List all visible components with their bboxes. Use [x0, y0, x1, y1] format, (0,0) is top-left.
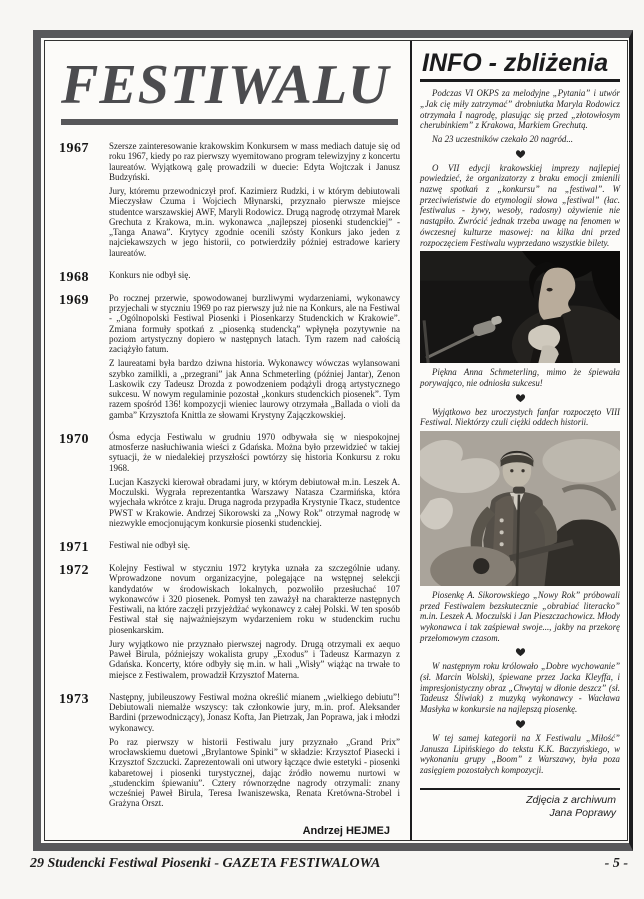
entry-paragraph: Po rocznej przerwie, spowodowanej burzliwymi wydarzeniami, wykonawcy przyjechali w styczniu 1969 po raz pierwszy już nie na Konkurs, ale na Festiwal - „Ogólnopolski Festiwal Piosenki i Piosenkarzy Studenckich w Krakowie”. Zmiana formuły spotkań z „piosenką studencką” wpłynęła pozytywnie na poziom artystyczny dopiero w następnych latach. Tym razem nad całością zaciążyło fatum. [109, 292, 400, 354]
year-label: 1971 [59, 540, 89, 555]
entry-paragraph: Konkurs nie odbył się. [109, 269, 191, 280]
footer-page-number: - 5 - [604, 856, 628, 871]
floral-heart-icon [420, 392, 620, 403]
sidebar-paragraph: W następnym roku królowało „Dobre wychowanie” (sł. Marcin Wolski), śpiewane przez Jacka Kleyffa, i impresjonistyczny obraz „Chwytaj w dłonie deszcz” (sł. Tadeusz Śliwiak) z muzyką wykonawcy - Wacława Masłyka w konkursie na najlepszą piosenkę. [420, 661, 620, 715]
author-byline: Andrzej HEJMEJ [302, 824, 390, 837]
entry-paragraphs [109, 540, 400, 555]
entry-paragraph: Festiwal nie odbył się. [109, 540, 190, 550]
page-title: FESTIWALU [61, 54, 390, 116]
year-entry-1970 [59, 432, 400, 532]
floral-heart-icon [420, 148, 620, 159]
entry-paragraph: Następny, jubileuszowy Festiwal można określić mianem „wielkiego debiutu”! Debiutowali niemalże wszyscy: tak członkowie jury, m.in. prof. Aleksander Bardini (przewodniczący), Jonasz Kofta, Jan Pietrzak, Jan Poprawa, jak i młodzi wykonawcy. [109, 691, 400, 733]
year-label: 1969 [59, 292, 89, 308]
sidebar-paragraph: Wyjątkowo bez uroczystych fanfar rozpoczęto VIII Festiwal. Niektórzy czuli ciężki oddech historii. [420, 406, 620, 428]
year-entry-1969 [59, 293, 400, 424]
entry-paragraph: Lucjan Kaszycki kierował obradami jury, w którym debiutował m.in. Leszek A. Moczulski. Wygrała reprezentantka Warszawy Natasza Czarmińska, która wyjechała wkrótce z kraju. Druga nagroda przypadła Krystynie Tkacz, studentce PWST w Krakowie. Andrzej Sikorowski za „Nowy Rok” otrzymał nagrodę w niezwykle emocjonującym konkursie piosenki studenckiej. [109, 476, 400, 528]
year-label: 1968 [59, 269, 89, 285]
year-entry-1968 [59, 270, 400, 285]
photo-caption: Piosenkę A. Sikorowskiego „Nowy Rok” próbowali przed Festiwalem bezskutecznie „obrabiać literacko” m.in. Leszek A. Moczulski i Jan Pieszczachowicz. Młody wykonawca i tak zaśpiewał swoje..., jakby na przekorę przełomowym czasom. [420, 589, 620, 643]
entry-paragraph: Ósma edycja Festiwalu w grudniu 1970 odbywała się w niespokojnej atmosferze nasłuchiwania wieści z Gdańska. Można było przewidzieć w takiej sytuacji, że w niedalekiej przyszłości powtórzy się historia Konkursu z roku 1968. [109, 431, 400, 473]
floral-heart-icon [420, 646, 620, 657]
photo-credit-line: Zdjęcia z archiwum [526, 793, 616, 806]
photo-credit [420, 794, 620, 820]
sidebar-title-rule [420, 79, 620, 82]
entry-paragraphs [109, 293, 400, 424]
entry-paragraph: Po raz pierwszy w historii Festiwalu jury przyznało „Grand Prix” wrocławskiemu duetowi „Brylantowe Spinki” w składzie: Krzysztof Piasecki i Krzysztof Szczucki. Zaprezentowali oni utwory łączące dwie estetyki - piosenki kabaretowej i piosenki turystycznej, dając źródło nowemu nurtowi w „studenckim śpiewaniu”. Cztery równorzędne nagrody otrzymali: znany wcześniej Paweł Birula, Teresa Iwaniszewska, Renata Kretówna-Strobel i Grażyna Orszt. [109, 736, 400, 809]
sidebar-paragraph: O VII edycji krakowskiej imprezy najlepiej powiedzieć, że organizatorzy z braku emocji zmienili nazwę spotkań z „konkursu” na „festiwal”. W przeciwieństwie do etymologii słowa „festiwal” (łac. festiwalus - żywy, wesoły, radosny) ożywienie nie nastąpiło. Zwrócić jednak trzeba uwagę na fenomen w ówczesnej kulturze masowej: na kilka dni przed rozpoczęciem Festiwalu wyprzedano wszystkie bilety. [420, 162, 620, 248]
entry-paragraph: Jury wyjątkowo nie przyznało pierwszej nagrody. Drugą otrzymali ex aequo Paweł Birula, późniejszy wokalista grupy „Exodus” i Tadeusz Karmazyn z Gdańska. Koncerty, które odbyły się m.in. w hali „Wisły” wiążąc na trwałe to miejsce z Festiwalem, prowadził Krzysztof Materna. [109, 638, 400, 680]
year-entry-1973 [59, 692, 400, 813]
photo-credit-line: Jana Poprawy [549, 806, 616, 819]
entry-paragraphs [109, 270, 400, 285]
entry-paragraphs [109, 141, 400, 262]
main-article [45, 41, 410, 840]
page-footer [30, 856, 628, 872]
footer-gazette-title: 29 Studencki Festiwal Piosenki - GAZETA FESTIWALOWA [30, 856, 381, 871]
sidebar-title: INFO - zbliżenia [422, 49, 609, 77]
year-label: 1973 [59, 691, 89, 707]
year-entry-1967 [59, 141, 400, 262]
entry-paragraphs [109, 432, 400, 532]
entry-paragraph: Jury, któremu przewodniczył prof. Kazimierz Rudzki, i w którym debiutowali Mieczysław Czuma i Wojciech Młynarski, przyznało pierwsze miejsce studentce warszawskiej AWF, Maryli Rodowicz. Drugą nagrodę otrzymał Marek Grechuta z Krakowa, m.in. wykonawca „najlepszej piosenki studenckiej” - „Tanga Anawa”. Krytycy zgodnie ocenili szósty Konkurs jako jeden z najciekawszych w jego historii, co potwierdziły później estradowe kariery laureatów. [109, 186, 400, 258]
credit-rule [420, 788, 620, 790]
year-entry-1972 [59, 563, 400, 684]
photo-andrzej-sikorowski [420, 431, 620, 586]
sidebar-paragraph: W tej samej kategorii na X Festiwalu „Miłość” Janusza Lipińskiego do tekstu K.K. Baczyńskiego, w wykonaniu grupy „Boom” z Warszawy, była poza zasięgiem pozostałych kompozycji. [420, 732, 620, 775]
photo-anna-schmeterling [420, 251, 620, 363]
entry-paragraphs [109, 692, 400, 813]
year-label: 1967 [59, 141, 89, 156]
entry-paragraph: Z laureatami była bardzo dziwna historia. Wykonawcy wówczas wylansowani szybko zamilkli, a „przegrani” jak Anna Schmeterling (później Jantar), Zenon Laskowik czy Tadeusz Drozda z powodzeniem podążyli drogą artystycznego sukcesu. W nowym regulaminie pozostał „konkurs studenckich piosenek”. Tym razem spośród 136! kompozycji wieniec laurowy otrzymała „Ballada o violi da gamba” Krzysztofa Knittla ze słowami Krystyny Zajączkowskiej. [109, 358, 400, 420]
floral-heart-icon [420, 718, 620, 729]
year-label: 1972 [59, 563, 89, 578]
sidebar-paragraph: Podczas VI OKPS za melodyjne „Pytania” i utwór „Jak cię miły zatrzymać” drobniutka Maryla Rodowicz otrzymała I nagrodę, plasując się przed „złotowłosym cherubinkiem” z Krakowa, Markiem Grechutą. [420, 88, 620, 131]
photo-caption: Piękna Anna Schmeterling, mimo że śpiewała porywająco, nie odniosła sukcesu! [420, 367, 620, 388]
year-entry-1971 [59, 540, 400, 555]
title-rule [61, 119, 398, 125]
year-label: 1970 [59, 431, 89, 447]
entry-paragraph: Szersze zainteresowanie krakowskim Konkursem w mass mediach datuje się od roku 1967, kiedy po raz pierwszy wyemitowano program telewizyjny z koncertu laureatów. Wyjątkową galę prowadzili w duecie: Edyta Wojtczak i Janusz Budzyński. [109, 141, 400, 182]
page-frame [33, 30, 633, 851]
entry-paragraph: Kolejny Festiwal w styczniu 1972 krytyka uznała za szczególnie udany. Wprowadzone novum organizacyjne, polegające na wstępnej selekcji kandydatów w środowiskach lokalnych, pozwoliło przesłuchać 107 wykonawców i 320 piosenek. Pomysł ten zaważył na charakterze następnych Festiwali, na które zaczęli przyjeżdżać wykonawcy z całej Polski. W ten sposób Festiwal stał się najważniejszym wydarzeniem roku w studenckim ruchu piosenkarskim. [109, 563, 400, 635]
info-sidebar [412, 41, 627, 840]
entry-paragraphs [109, 563, 400, 684]
page-frame-inner [44, 40, 628, 841]
sidebar-paragraph: Na 23 uczestników czekało 20 nagród... [432, 134, 573, 144]
